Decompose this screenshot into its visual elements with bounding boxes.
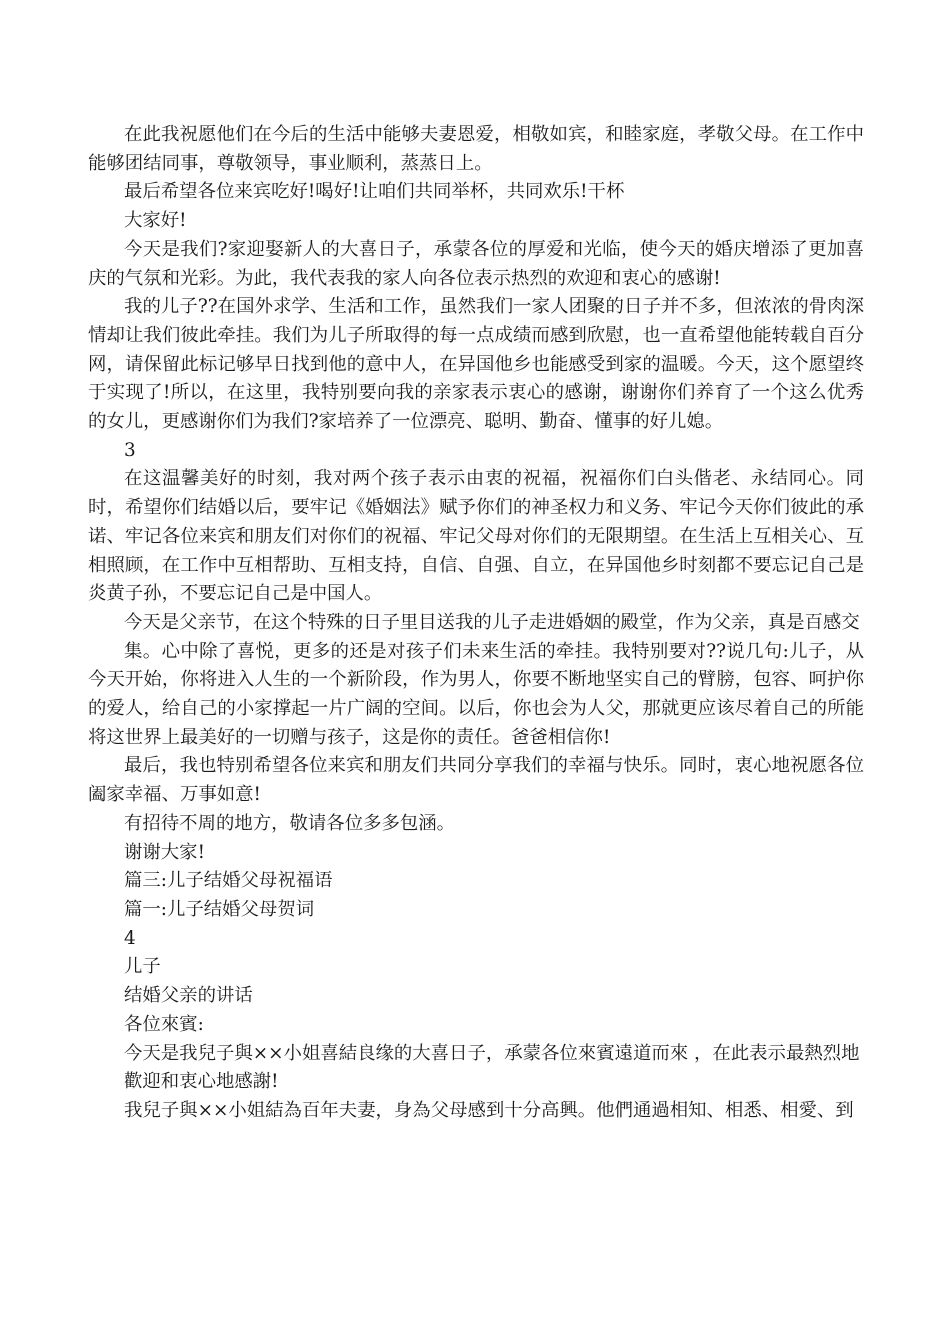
paragraph-traditional-thanks: 歡迎和衷心地感謝! — [124, 1071, 279, 1093]
paragraph-wishes: 在这温馨美好的时刻，我对两个孩子表示由衷的祝福，祝福你们白头偕老、永结同心。同时，希望你们结婚以后，要牢记《婚姻法》赋予你们的神圣权力和义务、牢记今天你们彼此的承诺、牢记各位来宾和朋友们对你们的祝福、牢记父母对你们的无限期望。在生活上互相关心、互相照顾，在工作中互相帮助、互相支持，自信、自强、自立，在异国他乡时刻都不要忘记自己是炎黄子孙，不要忘记自己是中国人。 — [88, 468, 864, 605]
paragraph-thanks: 谢谢大家! — [124, 841, 205, 863]
section-heading: 篇一:儿子结婚父母贺词 — [124, 898, 315, 920]
paragraph-son-abroad: 我的儿子??在国外求学、生活和工作，虽然我们一家人团聚的日子并不多，但浓浓的骨肉深情却让我们彼此牵挂。我们为儿子所取得的每一点成绩而感到欣慰，也一直希望他能转载自百分网，请保留此标记够早日找到他的意中人，在异国他乡也能感受到家的温暖。今天，这个愿望终于实现了!所以，在这里，我特别要向我的亲家表示衷心的感谢，谢谢你们养育了一个这么优秀的女儿，更感谢你们为我们?家培养了一位漂亮、聪明、勤奋、懂事的好儿媳。 — [88, 296, 864, 433]
paragraph-fathers-day: 今天是父亲节，在这个特殊的日子里目送我的儿子走进婚姻的殿堂，作为父亲，真是百感交 — [124, 611, 860, 633]
paragraph-closing-wish: 最后，我也特别希望各位来宾和朋友们共同分享我们的幸福与快乐。同时，衷心地祝愿各位阖家幸福、万事如意! — [88, 755, 864, 806]
paragraph-advice: 集。心中除了喜悦，更多的还是对孩子们未来生活的牵挂。我特别要对??说几句:儿子，从今天开始，你将进入人生的一个新阶段，作为男人，你要不断地坚实自己的臂膀，包容、呵护你的爱人，给自己的小家撑起一片广阔的空间。以后，你也会为人父，那就更应该尽着自己的所能将这世界上最美好的一切赠与孩子，这是你的责任。爸爸相信你! — [88, 640, 864, 748]
paragraph-greeting: 大家好! — [124, 210, 187, 232]
paragraph-toast: 最后希望各位来宾吃好!喝好!让咱们共同举杯，共同欢乐!干杯 — [124, 181, 625, 203]
paragraph-apology: 有招待不周的地方，敬请各位多多包涵。 — [124, 812, 456, 834]
section-heading: 篇三:儿子结婚父母祝福语 — [124, 870, 333, 892]
salutation: 各位來賓: — [124, 1013, 204, 1035]
paragraph-traditional-couple: 我兒子與××小姐結為百年夫妻，身為父母感到十分高興。他們通過相知、相悉、相愛、到 — [124, 1099, 854, 1121]
heading-line: 儿子 — [124, 956, 161, 978]
heading-line: 结婚父亲的讲话 — [124, 985, 253, 1007]
document-body — [88, 121, 864, 1126]
page-number: 4 — [124, 927, 136, 949]
paragraph-traditional-welcome: 今天是我兒子與××小姐喜結良缘的大喜日子，承蒙各位來賓遠道而來 ，在此表示最熱烈地 — [124, 1042, 860, 1064]
paragraph-blessing: 在此我祝愿他们在今后的生活中能够夫妻恩爱，相敬如宾，和睦家庭，孝敬父母。在工作中能够团结同事，尊敬领导，事业顺利，蒸蒸日上。 — [88, 124, 864, 174]
page-number: 3 — [124, 439, 136, 461]
paragraph-welcome: 今天是我们?家迎娶新人的大喜日子，承蒙各位的厚爱和光临，使今天的婚庆增添了更加喜庆的气氛和光彩。为此，我代表我的家人向各位表示热烈的欢迎和衷心的感谢! — [88, 238, 864, 289]
